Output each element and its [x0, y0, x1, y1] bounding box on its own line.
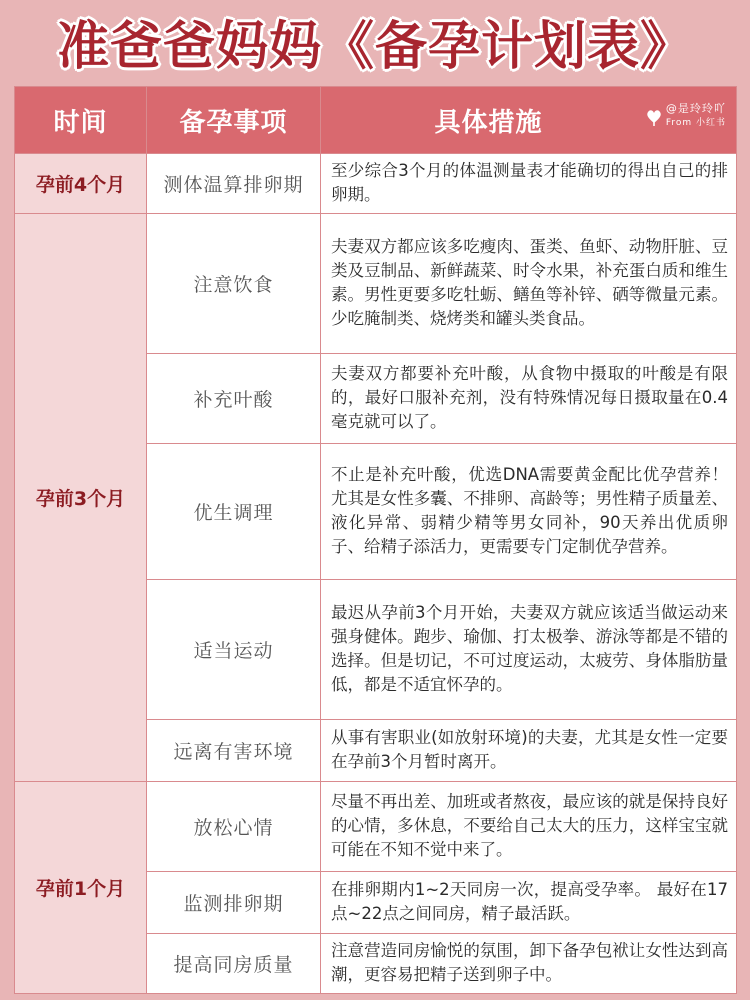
prep-plan-table	[14, 86, 737, 994]
item-cell: 监测排卵期	[147, 872, 321, 934]
table-header-row	[15, 87, 737, 154]
item-cell: 测体温算排卵期	[147, 154, 321, 214]
detail-cell: 最迟从孕前3个月开始，夫妻双方就应该适当做运动来强身健体。跑步、瑜伽、打太极拳、游泳等都是不错的选择。但是切记，不可过度运动，太疲劳、身体脂肪量低，都是不适宜怀孕的。	[321, 580, 737, 720]
detail-cell: 不止是补充叶酸，优选DNA需要黄金配比优孕营养！尤其是女性多囊、不排卵、高龄等；男性精子质量差、液化异常、弱精少精等男女同补，90天养出优质卵子、给精子添活力，更需要专门定制优孕营养。	[321, 444, 737, 580]
item-cell: 优生调理	[147, 444, 321, 580]
watermark-handle: @是玲玲吖	[665, 102, 726, 115]
item-cell: 放松心情	[147, 782, 321, 872]
heart-tree-icon	[644, 107, 664, 127]
header-detail-label: 具体措施	[434, 107, 543, 138]
watermark	[666, 101, 726, 131]
detail-cell: 夫妻双方都要补充叶酸，从食物中摄取的叶酸是有限的，最好口服补充剂，没有特殊情况每日摄取量在0.4毫克就可以了。	[321, 354, 737, 444]
item-cell: 提高同房质量	[147, 934, 321, 994]
detail-cell: 夫妻双方都应该多吃瘦肉、蛋类、鱼虾、动物肝脏、豆类及豆制品、新鲜蔬菜、时令水果，补充蛋白质和维生素。男性更要多吃牡蛎、鳝鱼等补锌、硒等微量元素。少吃腌制类、烧烤类和罐头类食品。	[321, 214, 737, 354]
time-cell-4-months: 孕前4个月	[15, 154, 147, 214]
page-title: 准爸爸妈妈《备孕计划表》	[56, 17, 693, 77]
header-item: 备孕事项	[147, 87, 321, 154]
header-detail	[321, 87, 737, 154]
item-cell: 注意饮食	[147, 214, 321, 354]
time-cell-3-months: 孕前3个月	[15, 214, 147, 782]
item-cell: 远离有害环境	[147, 720, 321, 782]
detail-cell: 尽量不再出差、加班或者熬夜，最应该的就是保持良好的心情，多休息，不要给自己太大的压力，这样宝宝就可能在不知不觉中来了。	[321, 782, 737, 872]
detail-cell: 在排卵期内1~2天同房一次，提高受孕率。 最好在17点~22点之间同房，精子最活跃。	[321, 872, 737, 934]
item-cell: 补充叶酸	[147, 354, 321, 444]
table-row	[15, 214, 737, 354]
header-time: 时间	[15, 87, 147, 154]
table-row	[15, 782, 737, 872]
detail-cell: 至少综合3个月的体温测量表才能确切的得出自己的排卵期。	[321, 154, 737, 214]
detail-cell: 注意营造同房愉悦的氛围，卸下备孕包袱让女性达到高潮，更容易把精子送到卵子中。	[321, 934, 737, 994]
item-cell: 适当运动	[147, 580, 321, 720]
detail-cell: 从事有害职业(如放射环境)的夫妻，尤其是女性一定要在孕前3个月暂时离开。	[321, 720, 737, 782]
time-cell-1-month: 孕前1个月	[15, 782, 147, 994]
table-row	[15, 154, 737, 214]
watermark-source: From 小红书	[665, 118, 726, 128]
